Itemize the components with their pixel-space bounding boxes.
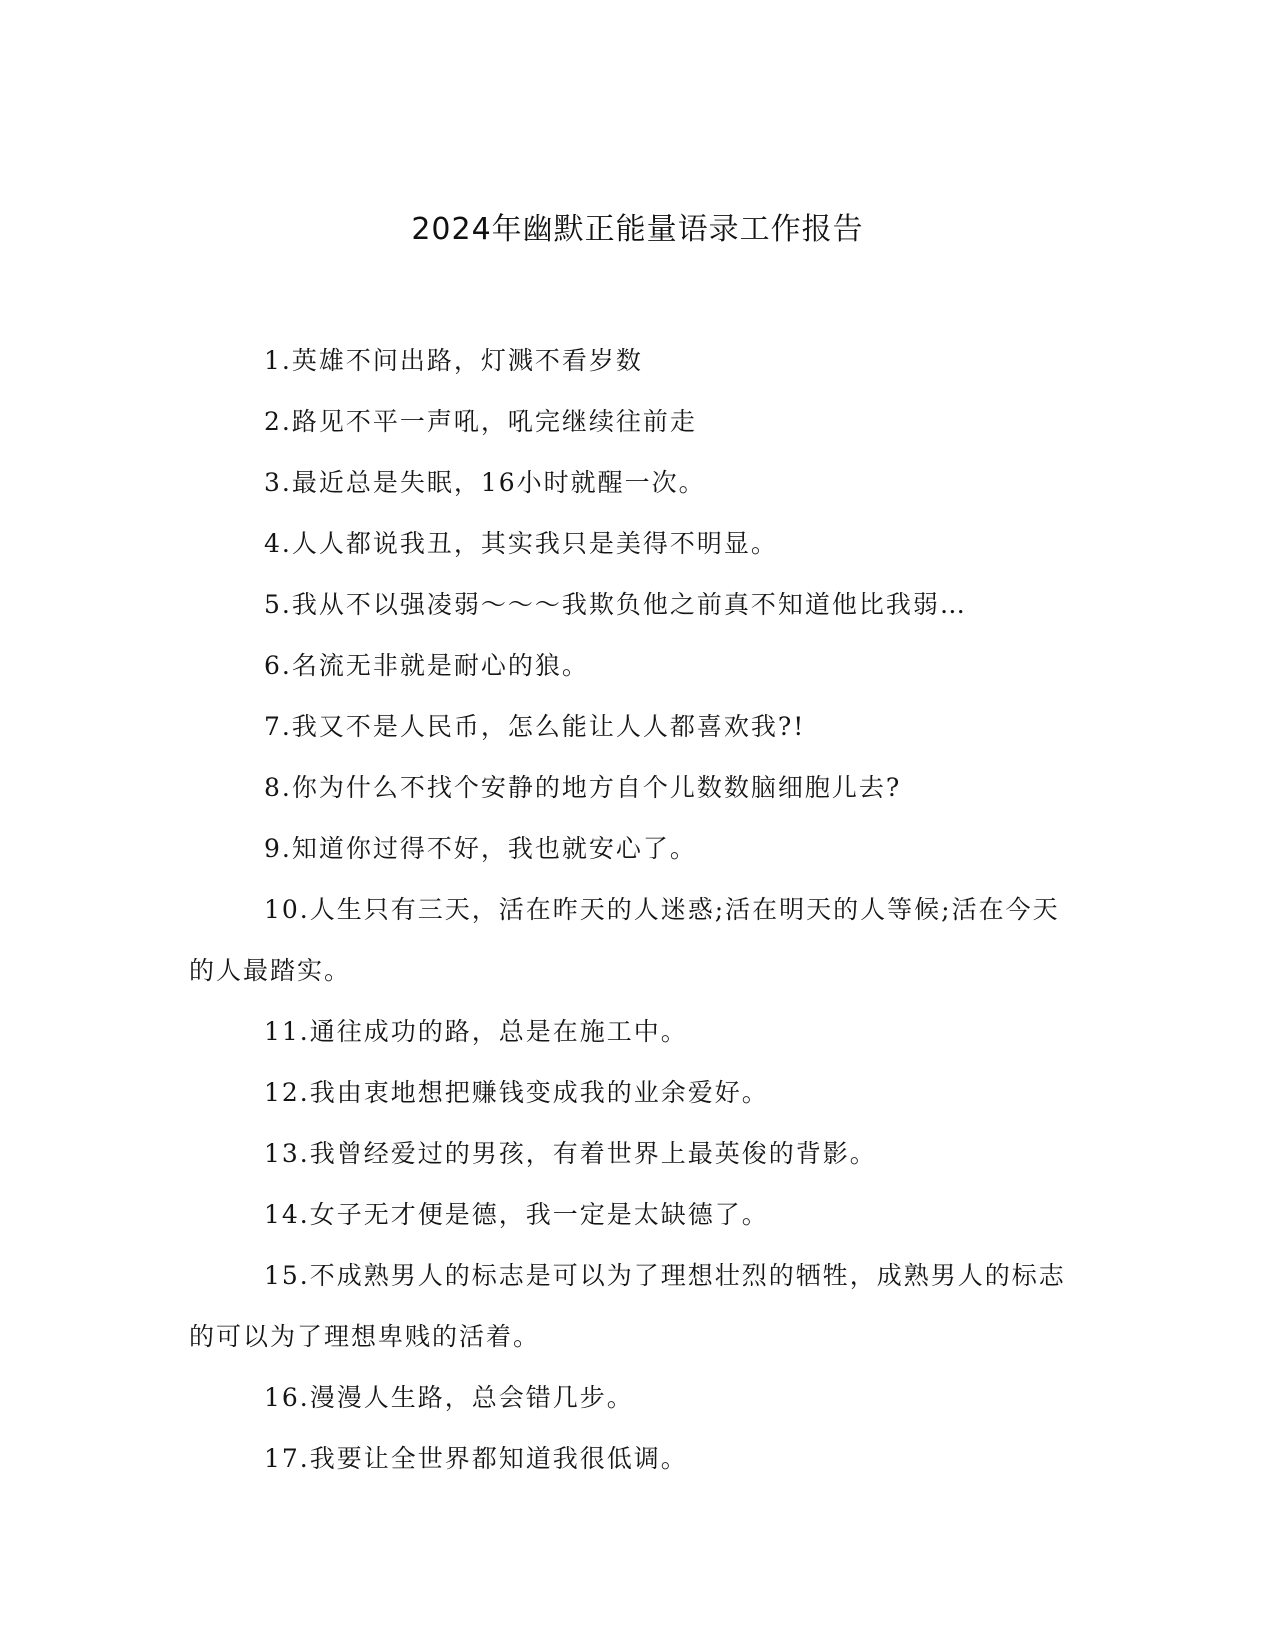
paragraph: 11.通往成功的路，总是在施工中。: [264, 1017, 688, 1046]
paragraph: 10.人生只有三天，活在昨天的人迷惑;活在明天的人等候;活在今天的人最踏实。: [189, 895, 1060, 985]
paragraph: 16.漫漫人生路，总会错几步。: [264, 1383, 634, 1412]
paragraph: 6.名流无非就是耐心的狼。: [264, 651, 589, 680]
paragraph: 3.最近总是失眠，16小时就醒一次。: [264, 468, 706, 497]
paragraph: 17.我要让全世界都知道我很低调。: [264, 1444, 688, 1473]
paragraph: 13.我曾经爱过的男孩，有着世界上最英俊的背影。: [264, 1139, 877, 1168]
paragraph: 15.不成熟男人的标志是可以为了理想壮烈的牺牲，成熟男人的标志的可以为了理想卑贱的活着。: [189, 1261, 1066, 1351]
paragraph: 8.你为什么不找个安静的地方自个儿数数脑细胞儿去?: [264, 773, 902, 802]
paragraph: 7.我又不是人民币，怎么能让人人都喜欢我?!: [264, 712, 806, 741]
paragraph: 5.我从不以强凌弱～～～我欺负他之前真不知道他比我弱…: [264, 590, 967, 619]
paragraph: 4.人人都说我丑，其实我只是美得不明显。: [264, 529, 778, 558]
paragraph: 2.路见不平一声吼，吼完继续往前走: [264, 407, 697, 436]
paragraph: 1.英雄不问出路，灯溅不看岁数: [264, 346, 643, 375]
paragraph: 12.我由衷地想把赚钱变成我的业余爱好。: [264, 1078, 769, 1107]
document-body: [189, 330, 1075, 1489]
paragraph: 14.女子无才便是德，我一定是太缺德了。: [264, 1200, 769, 1229]
paragraph: 9.知道你过得不好，我也就安心了。: [264, 834, 697, 863]
document-title: 2024年幽默正能量语录工作报告: [411, 212, 864, 247]
